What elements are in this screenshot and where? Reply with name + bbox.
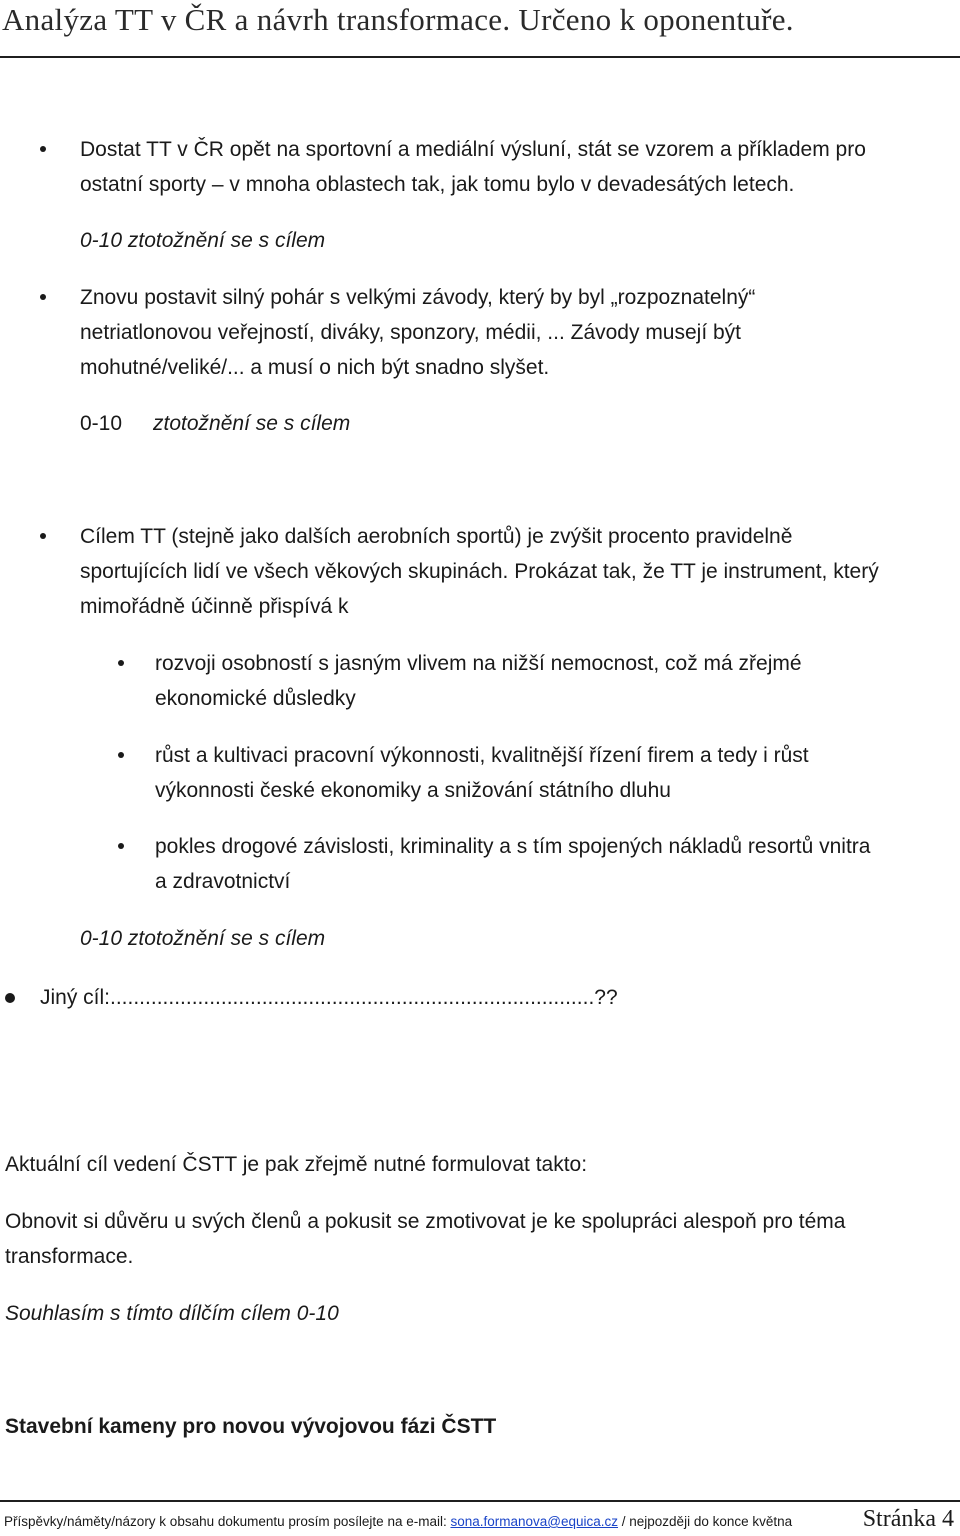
footer-note — [4, 1514, 792, 1529]
sub-bullet-icon — [118, 752, 124, 758]
current-goal-intro: Aktuální cíl vedení ČSTT je pak zřejmě nutné formulovat takto: — [5, 1153, 588, 1176]
page-number: Stránka 4 — [862, 1506, 954, 1532]
goal-2-rating-text: ztotožnění se s cílem — [153, 412, 351, 435]
sub-bullet-icon — [118, 660, 124, 666]
footer-text-after: / nejpozději do konce května — [618, 1514, 793, 1529]
goal-1-rating: 0-10 ztotožnění se s cílem — [80, 229, 326, 252]
goal-3-line-2: sportujících lidí ve všech věkových skupinách. Prokázat tak, že TT je instrument, který — [80, 560, 879, 583]
current-goal-line-1: Obnovit si důvěru u svých členů a pokusit se zmotivovat je ke spolupráci alespoň pro téma — [5, 1210, 846, 1233]
bullet-icon — [40, 294, 46, 300]
agreement-rating: Souhlasím s tímto dílčím cílem 0-10 — [5, 1302, 339, 1325]
goal-1-line-2: ostatní sporty – v mnoha oblastech tak, jak tomu bylo v devadesátých letech. — [80, 173, 795, 196]
goal-2-line-1: Znovu postavit silný pohár s velkými závody, který by byl „rozpoznatelný“ — [80, 286, 756, 309]
footer-divider — [0, 1500, 960, 1502]
sub-bullet-icon — [118, 843, 124, 849]
goal-2-line-3: mohutné/veliké/... a musí o nich být snadno slyšet. — [80, 356, 550, 379]
footer-email-link[interactable]: sona.formanova@equica.cz — [450, 1514, 619, 1529]
goal-2-rating-number: 0-10 — [80, 412, 123, 435]
goal-2-line-2: netriatlonovou veřejností, diváky, sponzory, médii, ... Závody musejí být — [80, 321, 742, 344]
goal-3-sub-2-line-1: růst a kultivaci pracovní výkonnosti, kvalitnější řízení firem a tedy i růst — [155, 744, 809, 767]
goal-3-line-1: Cílem TT (stejně jako dalších aerobních sportů) je zvýšit procento pravidelně — [80, 525, 793, 548]
goal-1-line-1: Dostat TT v ČR opět na sportovní a mediální výsluní, stát se vzorem a příkladem pro — [80, 138, 866, 161]
section-heading: Stavební kameny pro novou vývojovou fázi ČSTT — [5, 1415, 497, 1438]
current-goal-line-2: transformace. — [5, 1245, 134, 1268]
goal-3-rating: 0-10 ztotožnění se s cílem — [80, 927, 326, 950]
bullet-icon — [5, 993, 15, 1003]
bullet-icon — [40, 146, 46, 152]
goal-3-sub-1-line-2: ekonomické důsledky — [155, 687, 356, 710]
goal-3-line-3: mimořádně účinně přispívá k — [80, 595, 349, 618]
goal-3-sub-3-line-1: pokles drogové závislosti, kriminality a s tím spojených nákladů resortů vnitra — [155, 835, 871, 858]
other-goal: Jiný cíl:...................................................................................?? — [40, 986, 618, 1009]
bullet-icon — [40, 533, 46, 539]
page-header — [0, 0, 960, 58]
goal-3-sub-1-line-1: rozvoji osobností s jasným vlivem na nižší nemocnost, což má zřejmé — [155, 652, 802, 675]
goal-3-sub-3-line-2: a zdravotnictví — [155, 870, 291, 893]
document-title: Analýza TT v ČR a návrh transformace. Určeno k oponentuře. — [2, 2, 794, 37]
footer-text-before: Příspěvky/náměty/názory k obsahu dokumentu prosím posílejte na e-mail: — [4, 1514, 451, 1529]
goal-3-sub-2-line-2: výkonnosti české ekonomiky a snižování státního dluhu — [155, 779, 671, 802]
